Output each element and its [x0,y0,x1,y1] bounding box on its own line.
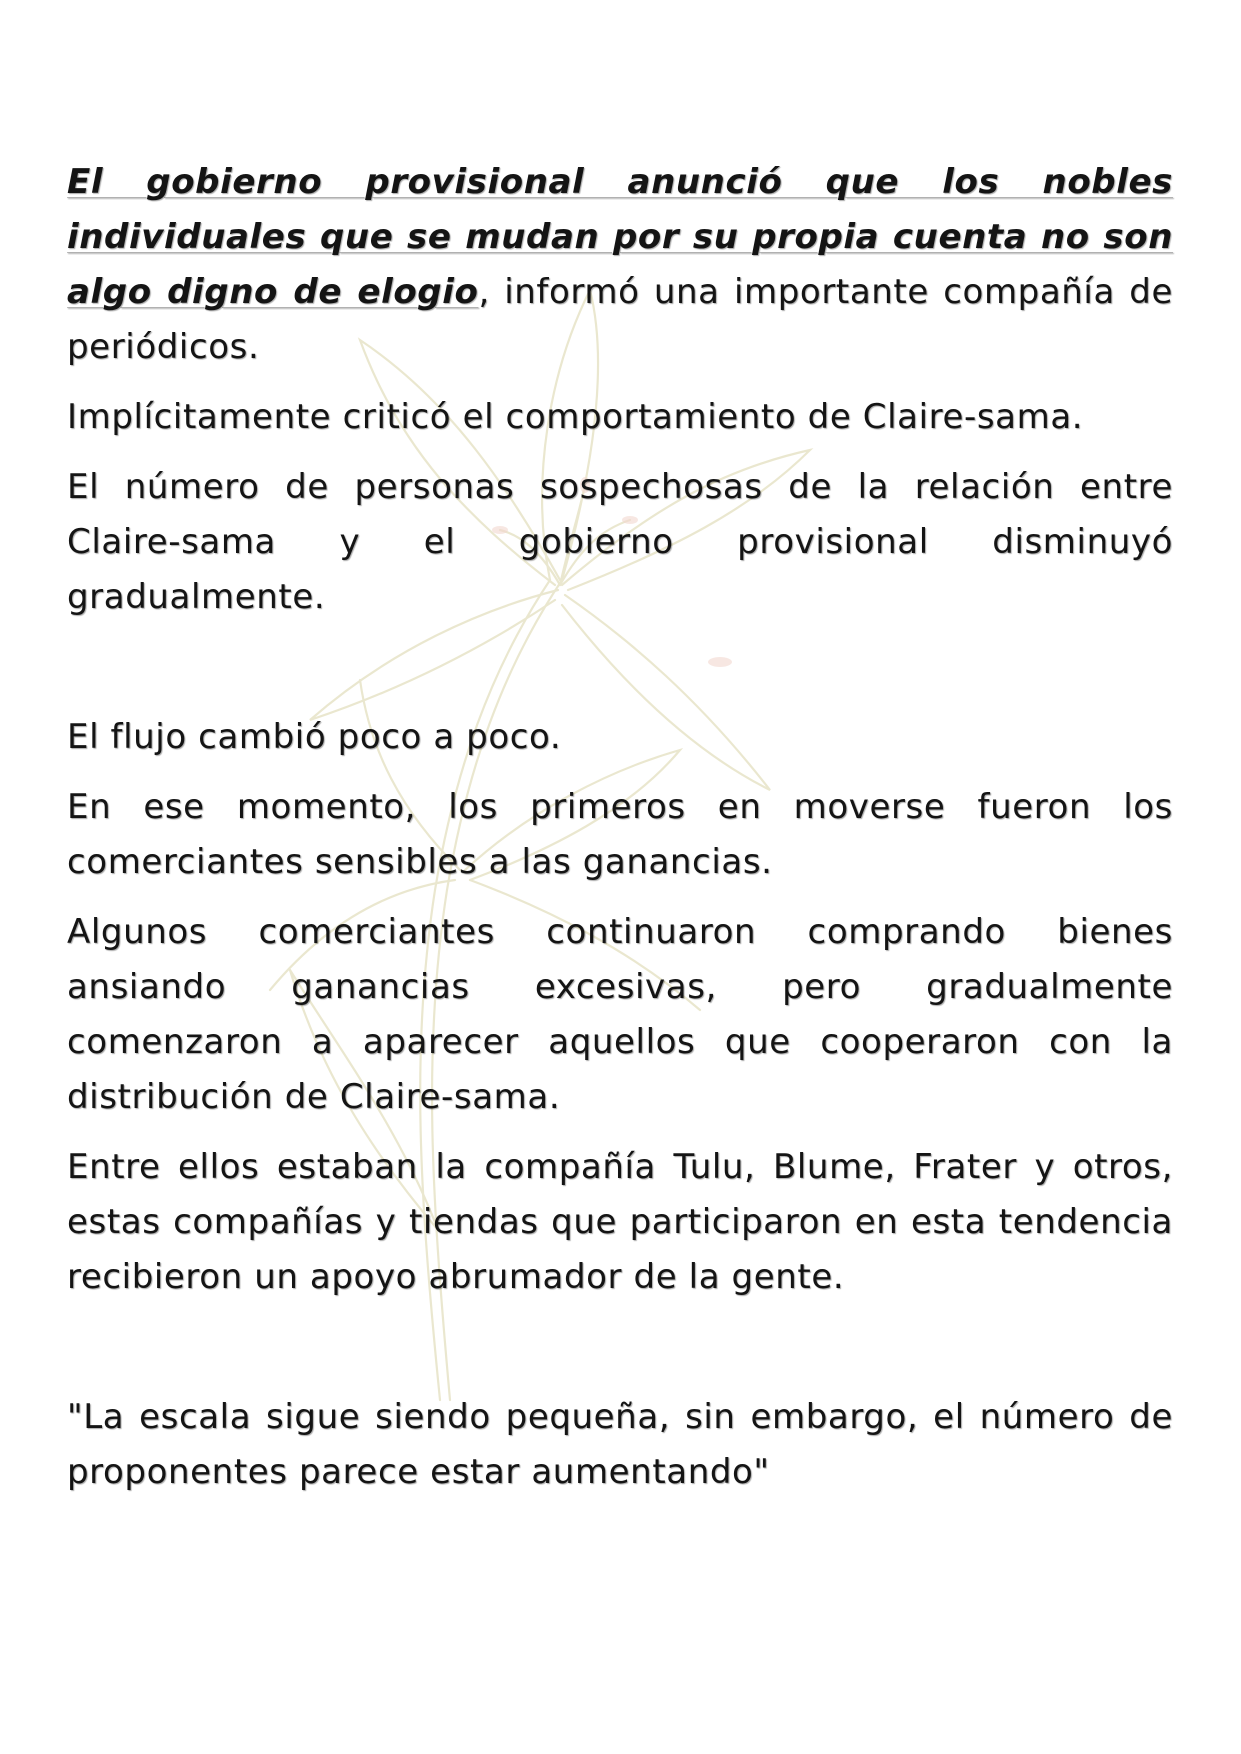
paragraph-3: El número de personas sospechosas de la relación entre Claire-sama y el gobierno provisional disminuyó gradualmente. [67,467,1173,617]
emphasized-statement: El gobierno provisional anunció que los nobles individuales que se mudan por su propia cuenta no son algo digno de elogio [67,162,1173,312]
paragraph-2: Implícitamente criticó el comportamiento de Claire-sama. [67,397,1084,437]
paragraph-5: En ese momento, los primeros en moverse fueron los comerciantes sensibles a las ganancias. [67,787,1173,882]
paragraph-6: Algunos comerciantes continuaron comprando bienes ansiando ganancias excesivas, pero gradualmente comenzaron a aparecer aquellos que cooperaron con la distribución de Claire-sama. [67,912,1173,1117]
paragraph-1 [67,155,1173,375]
body-text [67,155,1173,1515]
paragraph-4: El flujo cambió poco a poco. [67,717,562,757]
paragraph-7: Entre ellos estaban la compañía Tulu, Blume, Frater y otros, estas compañías y tiendas que participaron en esta tendencia recibieron un apoyo abrumador de la gente. [67,1147,1173,1297]
paragraph-8: "La escala sigue siendo pequeña, sin embargo, el número de proponentes parece estar aumentando" [67,1397,1173,1492]
paragraph-1-continuation: , informó una importante compañía de periódicos. [67,272,1173,367]
